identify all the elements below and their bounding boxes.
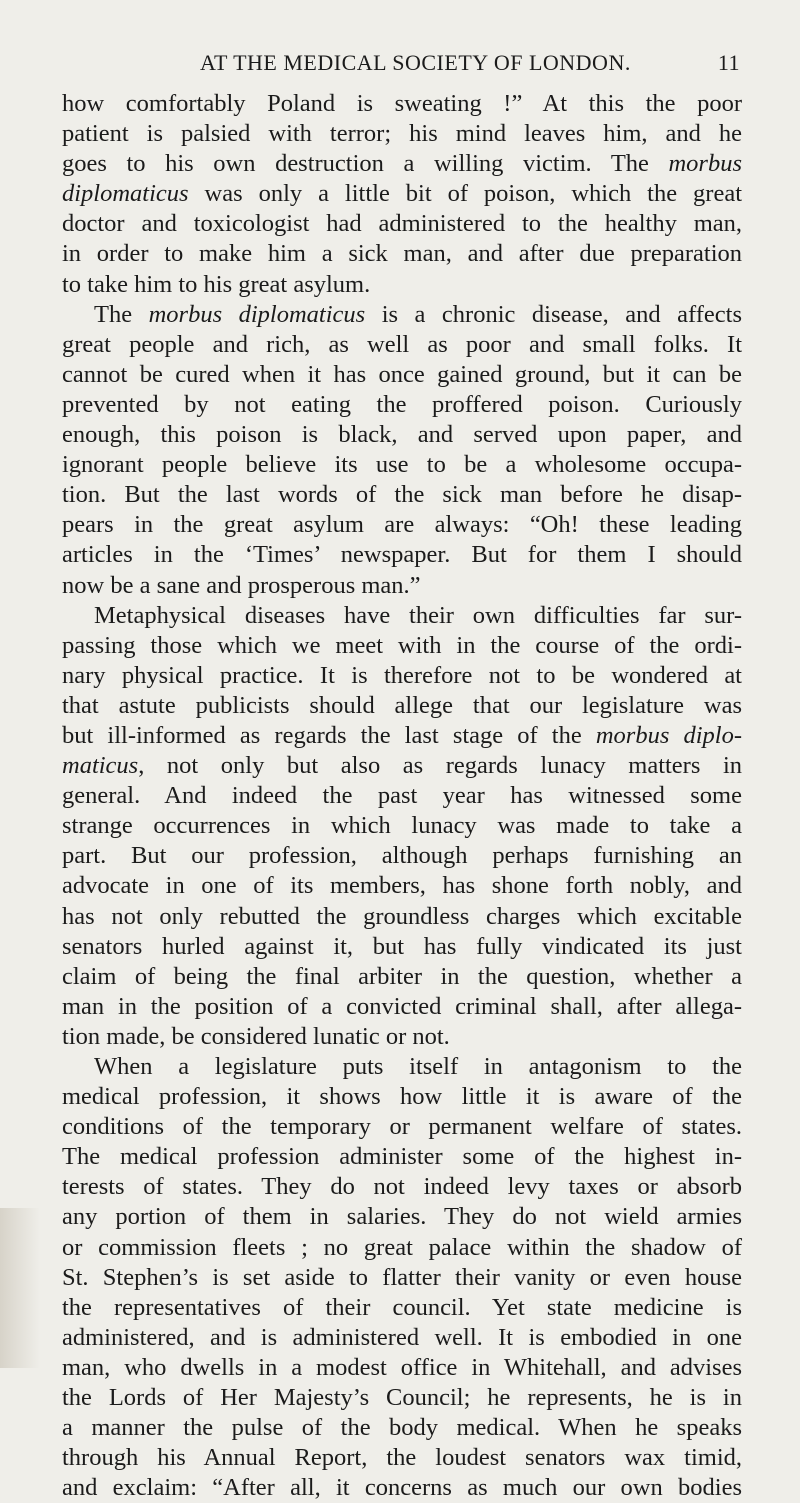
text-line <box>62 1233 742 1263</box>
text-segment: articles in the ‘Times’ newspaper. But for them I should <box>62 541 742 569</box>
text-segment: , not only but also as regards lunacy matters in <box>138 752 742 780</box>
text-segment: The <box>94 300 149 328</box>
text-line <box>62 661 742 691</box>
page-edge-shadow <box>0 1208 40 1368</box>
text-line <box>62 962 742 992</box>
text-segment: cannot be cured when it has once gained ground, but it can be <box>62 360 742 388</box>
italic-text: diplomaticus <box>62 180 189 208</box>
text-line <box>62 119 742 149</box>
body-text <box>62 89 742 1503</box>
italic-text: morbus diplomaticus <box>148 300 366 328</box>
text-segment: St. Stephen’s is set aside to flatter their vanity or even house <box>62 1263 742 1291</box>
text-segment: or commission fleets ; no great palace within the shadow of <box>62 1233 742 1261</box>
text-line <box>62 601 742 631</box>
text-line <box>62 450 742 480</box>
text-segment: in order to make him a sick man, and after due preparation <box>62 240 742 268</box>
text-segment: part. But our profession, although perhaps furnishing an <box>62 842 742 870</box>
text-line <box>62 1142 742 1172</box>
text-segment: prevented by not eating the proffered poison. Curiously <box>62 390 742 418</box>
text-line <box>62 1112 742 1142</box>
text-line <box>62 540 742 570</box>
text-segment: was only a little bit of poison, which the great <box>188 180 742 208</box>
text-segment: When a legislature puts itself in antagonism to the <box>94 1053 742 1080</box>
text-segment: ignorant people believe its use to be a wholesome occupa- <box>62 451 742 479</box>
text-line <box>62 330 742 360</box>
text-line <box>62 239 742 269</box>
text-segment: advocate in one of its members, has shone forth nobly, and <box>62 872 742 900</box>
text-segment: senators hurled against it, but has fully vindicated its just <box>62 932 742 960</box>
text-segment: the representatives of their council. Yet state medicine is <box>62 1293 742 1321</box>
text-segment: and exclaim: “After all, it concerns as much our own bodies <box>62 1474 742 1502</box>
running-head-title: AT THE MEDICAL SOCIETY OF LONDON. <box>200 50 631 75</box>
italic-text: maticus <box>62 752 139 780</box>
text-line <box>62 420 742 450</box>
text-line <box>62 1473 742 1503</box>
text-segment: terests of states. They do not indeed levy taxes or absorb <box>62 1173 742 1201</box>
text-line <box>62 149 742 179</box>
text-segment: but ill-informed as regards the last stage of the <box>62 721 596 749</box>
text-line <box>62 1082 742 1112</box>
text-line <box>62 1172 742 1202</box>
text-segment: general. And indeed the past year has witnessed some <box>62 782 742 810</box>
text-segment: the Lords of Her Majesty’s Council; he represents, he is in <box>62 1384 742 1412</box>
text-line <box>62 300 742 330</box>
text-line <box>62 721 742 751</box>
text-segment: any portion of them in salaries. They do not wield armies <box>62 1203 742 1231</box>
text-segment: pears in the great asylum are always: “Oh! these leading <box>62 511 742 539</box>
page-number: 11 <box>717 50 740 75</box>
text-segment: passing those which we meet with in the course of the ordi- <box>62 631 742 659</box>
text-segment: goes to his own destruction a willing victim. The <box>62 150 669 178</box>
text-line <box>62 390 742 420</box>
text-segment: is a chronic disease, and affects <box>365 300 742 328</box>
text-line <box>62 781 742 811</box>
text-line <box>62 1383 742 1413</box>
text-segment: The medical profession administer some of the highest in- <box>62 1143 742 1171</box>
text-segment: medical profession, it shows how little it is aware of the <box>62 1083 742 1111</box>
running-head <box>120 50 740 80</box>
text-line <box>62 1052 742 1082</box>
text-line <box>62 691 742 721</box>
text-line <box>62 902 742 932</box>
text-line <box>62 1413 742 1443</box>
text-segment: has not only rebutted the groundless charges which excitable <box>62 902 742 930</box>
text-line <box>62 480 742 510</box>
text-segment: to take him to his great asylum. <box>62 270 371 298</box>
text-line <box>62 360 742 390</box>
text-segment: doctor and toxicologist had administered to the healthy man, <box>62 210 742 238</box>
text-segment: tion. But the last words of the sick man before he disap- <box>62 481 742 509</box>
text-segment: nary physical practice. It is therefore not to be wondered at <box>62 661 742 689</box>
text-segment: man in the position of a convicted criminal shall, after allega- <box>62 992 742 1020</box>
text-segment: a manner the pulse of the body medical. When he speaks <box>62 1414 742 1442</box>
text-line <box>62 1202 742 1232</box>
text-line <box>62 1293 742 1323</box>
text-line <box>62 179 742 209</box>
text-segment: how comfortably Poland is sweating !” At this the poor <box>62 90 742 117</box>
italic-text: morbus diplo- <box>595 721 742 749</box>
text-line <box>62 932 742 962</box>
text-line <box>62 631 742 661</box>
text-segment: administered, and is administered well. It is embodied in one <box>62 1323 742 1351</box>
text-segment: patient is palsied with terror; his mind leaves him, and he <box>62 120 742 148</box>
text-line <box>62 841 742 871</box>
text-line <box>62 89 742 119</box>
text-line <box>62 510 742 540</box>
text-segment: tion made, be considered lunatic or not. <box>62 1022 450 1050</box>
text-segment: Metaphysical diseases have their own difficulties far sur- <box>94 601 742 629</box>
text-line <box>62 209 742 239</box>
text-line <box>62 751 742 781</box>
text-segment: through his Annual Report, the loudest senators wax timid, <box>62 1444 742 1472</box>
text-segment: great people and rich, as well as poor and small folks. It <box>62 330 742 358</box>
text-segment: enough, this poison is black, and served upon paper, and <box>62 421 742 449</box>
text-line <box>62 1022 742 1052</box>
text-line <box>62 1323 742 1353</box>
italic-text: morbus <box>668 150 742 178</box>
text-segment: claim of being the final arbiter in the question, whether a <box>62 962 742 990</box>
text-segment: that astute publicists should allege that our legislature was <box>62 691 742 719</box>
text-segment: strange occurrences in which lunacy was made to take a <box>62 812 742 840</box>
text-line <box>62 1443 742 1473</box>
text-line <box>62 270 742 300</box>
text-line <box>62 992 742 1022</box>
text-segment: now be a sane and prosperous man.” <box>62 571 421 599</box>
text-line <box>62 571 742 601</box>
text-line <box>62 1263 742 1293</box>
text-line <box>62 871 742 901</box>
text-line <box>62 811 742 841</box>
text-segment: man, who dwells in a modest office in Whitehall, and advises <box>62 1353 742 1381</box>
text-segment: conditions of the temporary or permanent welfare of states. <box>62 1113 742 1141</box>
